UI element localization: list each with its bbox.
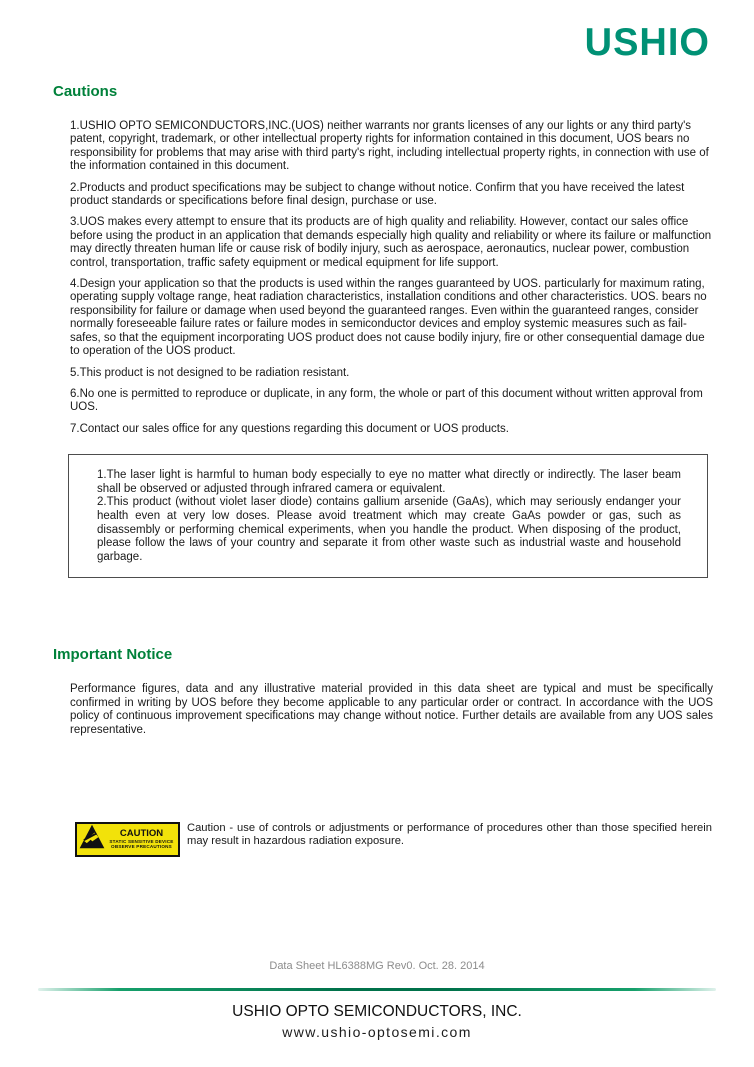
esd-caution-row	[75, 822, 712, 857]
radiation-caution-text: Caution - use of controls or adjustments or performance of procedures other than those specified herein may result in hazardous radiation exposure.	[187, 821, 712, 847]
company-name: USHIO OPTO SEMICONDUCTORS, INC.	[232, 1003, 522, 1020]
cautions-heading: Cautions	[53, 83, 118, 100]
caution-item-4: 4.Design your application so that the products is used within the ranges guaranteed by UOS. particularly for maximum rating, operating supply voltage range, heat radiation characteristics, installation conditions and other characteristics. UOS. bears no responsibility for failure or damage when used beyond the guaranteed ranges. Even within the guaranteed ranges, consider normally foreseeable failure rates or failure modes in semiconductor devices and employ systemic measures such as fail-safes, so that the equipment incorporating UOS product does not cause bodily injury, fire or other consequential damage due to operation of the UOS product.	[70, 278, 707, 358]
caution-item-5: 5.This product is not designed to be radiation resistant.	[70, 366, 350, 379]
important-notice-body: Performance figures, data and any illustrative material provided in this data sheet are typical and must be specifically confirmed in writing by UOS before they become applicable to any particular order or contract. In accordance with the UOS policy of continuous improvement specifications may change without notice. Further details are available from any UOS sales representative.	[70, 683, 713, 737]
laser-warning-item-2: 2.This product (without violet laser diode) contains gallium arsenide (GaAs), which may seriously endanger your health even at very low doses. Please avoid treatment which may create GaAs powder or gas, such as disassembly or performing chemical experiments, when you handle the product. When disposing of the product, please follow the laws of your country and separate it from other waste such as industrial waste and household garbage.	[97, 496, 681, 563]
caution-item-3: 3.UOS makes every attempt to ensure that its products are of high quality and reliability. However, contact our sales office before using the product in an application that demands especially high quality and reliability or where its failure or malfunction may directly threaten human life or cause risk of bodily injury, such as aerospace, aeronautics, nuclear power, combustion control, transportation, traffic safety equipment or medical equipment for life support.	[70, 216, 712, 269]
esd-triangle-icon	[79, 824, 105, 854]
esd-caution-label	[75, 822, 180, 857]
caution-item-6: 6.No one is permitted to reproduce or duplicate, in any form, the whole or part of this document without written approval from UOS.	[70, 387, 703, 414]
laser-warning-box	[68, 454, 708, 578]
footer-divider-line	[38, 988, 716, 991]
caution-item-7: 7.Contact our sales office for any questions regarding this document or UOS products.	[70, 422, 509, 435]
datasheet-revision-text: Data Sheet HL6388MG Rev0. Oct. 28. 2014	[269, 960, 485, 972]
important-notice-heading: Important Notice	[53, 646, 173, 664]
esd-label-text	[107, 829, 176, 850]
ushio-logo: USHIO	[584, 21, 710, 65]
laser-warning-item-1: 1.The laser light is harmful to human body especially to eye no matter what directly or indirectly. The laser beam shall be observed or adjusted through infrared camera or equivalent.	[97, 469, 681, 495]
esd-label-line2: OBSERVE PRECAUTIONS	[111, 844, 172, 850]
esd-label-title: CAUTION	[119, 827, 164, 839]
caution-item-1: 1.USHIO OPTO SEMICONDUCTORS,INC.(UOS) neither warrants nor grants licenses of any our lights or any third party's patent, copyright, trademark, or other intellectual property rights for information contained in this document, UOS bears no responsibility for problems that may arise with third party's right, including intellectual property rights, in connection with use of the information contained in this document.	[70, 120, 709, 173]
cautions-list	[70, 120, 713, 436]
company-website: www.ushio-optosemi.com	[282, 1024, 472, 1040]
esd-label-line1: STATIC SENSITIVE DEVICE	[109, 838, 174, 844]
caution-item-2: 2.Products and product specifications may be subject to change without notice. Confirm that you have received the latest product standards or specifications before final design, purchase or use.	[70, 181, 685, 208]
